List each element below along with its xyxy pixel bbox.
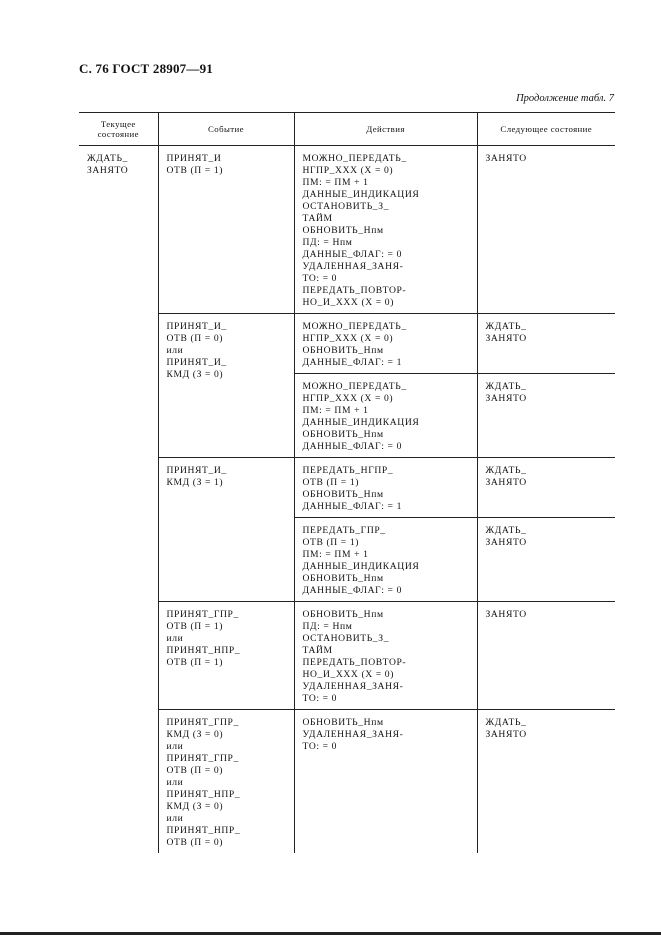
next-state-cell: ЖДАТЬ_ ЗАНЯТО [477,518,615,602]
table-row [79,602,615,710]
header-current-state [79,113,158,146]
next-state-cell: ЗАНЯТО [477,146,615,314]
next-state-cell: ЗАНЯТО [477,602,615,710]
actions-cell: ПЕРЕДАТЬ_НГПР_ ОТВ (П = 1) ОБНОВИТЬ_Нпм ДАННЫЕ_ФЛАГ: = 1 [294,458,477,518]
page-header: С. 76 ГОСТ 28907—91 [79,61,213,76]
current-state-cell: ЖДАТЬ_ ЗАНЯТО [87,153,129,176]
table-row [79,458,615,518]
actions-cell: МОЖНО_ПЕРЕДАТЬ_ НГПР_XXX (X = 0) ПМ: = ПМ + 1 ДАННЫЕ_ИНДИКАЦИЯ ОСТАНОВИТЬ_З_ ТАЙМ ОБНОВИТЬ_Нпм ПД: = Нпм ДАННЫЕ_ФЛАГ: = 0 УДАЛЕННАЯ_ЗАНЯ- ТО: = 0 ПЕРЕДАТЬ_ПОВТОР- НО_И_XXX (X = 0) [294,146,477,314]
event-cell: ПРИНЯТ_ГПР_ КМД (З = 0) или ПРИНЯТ_ГПР_ ОТВ (П = 0) или ПРИНЯТ_НПР_ КМД (З = 0) или ПРИНЯТ_НПР_ ОТВ (П = 0) [158,710,294,854]
table-row [79,146,615,314]
page-bottom-rule [0,932,661,935]
actions-cell: ПЕРЕДАТЬ_ГПР_ ОТВ (П = 1) ПМ: = ПМ + 1 ДАННЫЕ_ИНДИКАЦИЯ ОБНОВИТЬ_Нпм ДАННЫЕ_ФЛАГ: = 0 [294,518,477,602]
next-state-cell: ЖДАТЬ_ ЗАНЯТО [477,710,615,854]
next-state-cell: ЖДАТЬ_ ЗАНЯТО [477,458,615,518]
actions-cell: ОБНОВИТЬ_Нпм ПД: = Нпм ОСТАНОВИТЬ_З_ ТАЙМ ПЕРЕДАТЬ_ПОВТОР- НО_И_XXX (X = 0) УДАЛЕННАЯ_ЗАНЯ- ТО: = 0 [294,602,477,710]
header-event: Событие [158,113,294,146]
continuation-label: Продолжение табл. 7 [516,93,614,104]
event-cell: ПРИНЯТ_И_ ОТВ (П = 0) или ПРИНЯТ_И_ КМД (З = 0) [158,314,294,458]
actions-cell: МОЖНО_ПЕРЕДАТЬ_ НГПР_XXX (X = 0) ПМ: = ПМ + 1 ДАННЫЕ_ИНДИКАЦИЯ ОБНОВИТЬ_Нпм ДАННЫЕ_ФЛАГ: = 0 [294,374,477,458]
header-actions: Действия [294,113,477,146]
actions-cell: МОЖНО_ПЕРЕДАТЬ_ НГПР_XXX (X = 0) ОБНОВИТЬ_Нпм ДАННЫЕ_ФЛАГ: = 1 [294,314,477,374]
next-state-cell: ЖДАТЬ_ ЗАНЯТО [477,314,615,374]
state-transition-table [79,112,615,853]
event-cell: ПРИНЯТ_И ОТВ (П = 1) [158,146,294,314]
table-row [79,710,615,854]
event-cell: ПРИНЯТ_И_ КМД (З = 1) [158,458,294,602]
table-header-row [79,113,615,146]
event-cell: ПРИНЯТ_ГПР_ ОТВ (П = 1) или ПРИНЯТ_НПР_ ОТВ (П = 1) [158,602,294,710]
next-state-cell: ЖДАТЬ_ ЗАНЯТО [477,374,615,458]
header-next-state: Следующее состояние [477,113,615,146]
actions-cell: ОБНОВИТЬ_Нпм УДАЛЕННАЯ_ЗАНЯ- ТО: = 0 [294,710,477,854]
header-current-state-label: Текущее состояние [97,119,139,139]
table-row [79,314,615,374]
